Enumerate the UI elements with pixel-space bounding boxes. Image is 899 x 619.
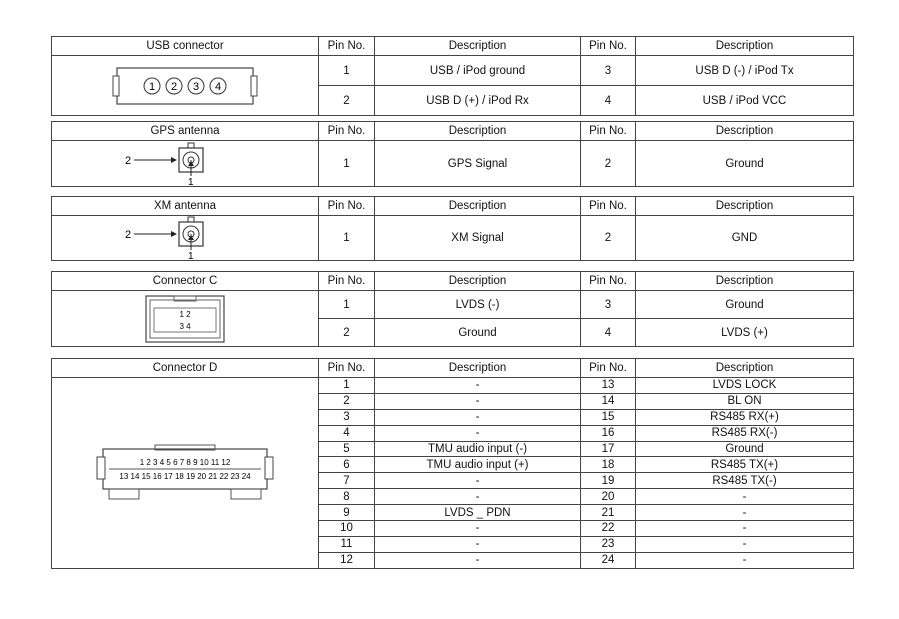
pin-number: 2 xyxy=(319,393,375,409)
description-header: Description xyxy=(375,359,581,378)
pin-description: Ground xyxy=(375,319,581,347)
pin-description: - xyxy=(636,521,854,537)
description-header: Description xyxy=(636,37,854,56)
pin-description: USB / iPod VCC xyxy=(636,86,854,116)
pin-number: 1 xyxy=(319,378,375,394)
pin-number: 17 xyxy=(581,441,636,457)
pin-description: Ground xyxy=(636,291,854,319)
pin-number: 1 xyxy=(319,216,375,261)
pin-number: 20 xyxy=(581,489,636,505)
pin-description: - xyxy=(375,521,581,537)
xm-title: XM antenna xyxy=(52,197,319,216)
usb-face-pin: 4 xyxy=(214,80,222,93)
pin-number: 16 xyxy=(581,425,636,441)
pin-number: 4 xyxy=(319,425,375,441)
pin-description: USB D (+) / iPod Rx xyxy=(375,86,581,116)
pin-description: RS485 RX(+) xyxy=(636,409,854,425)
pin-description: - xyxy=(375,489,581,505)
usb-title: USB connector xyxy=(52,37,319,56)
pin-description: - xyxy=(636,505,854,521)
gps-pin-label: 2 xyxy=(125,154,132,167)
pin-number: 3 xyxy=(581,56,636,86)
pin-number: 1 xyxy=(319,56,375,86)
xm-pin-label: 2 xyxy=(125,229,132,241)
pin-description: RS485 TX(+) xyxy=(636,457,854,473)
pin-description: - xyxy=(375,473,581,489)
gps-antenna-table xyxy=(51,121,854,187)
gps-title: GPS antenna xyxy=(52,122,319,141)
pin-number: 2 xyxy=(319,319,375,347)
usb-connector-table xyxy=(51,36,854,116)
pin-number: 1 xyxy=(319,291,375,319)
connector-c-diagram xyxy=(52,291,319,347)
pin-number: 21 xyxy=(581,505,636,521)
description-header: Description xyxy=(375,272,581,291)
description-header: Description xyxy=(375,197,581,216)
connector-c-face-bottom: 3 4 xyxy=(179,321,191,331)
xm-antenna-table xyxy=(51,196,854,261)
pin-description: LVDS (+) xyxy=(636,319,854,347)
pin-number: 2 xyxy=(581,216,636,261)
xm-antenna-diagram xyxy=(52,216,319,261)
pin-header: Pin No. xyxy=(319,197,375,216)
pin-description: - xyxy=(375,425,581,441)
usb-face-pin: 3 xyxy=(192,80,200,93)
connector-d-table xyxy=(51,358,854,569)
description-header: Description xyxy=(375,37,581,56)
pin-number: 2 xyxy=(581,141,636,187)
pin-number: 22 xyxy=(581,521,636,537)
pin-description: - xyxy=(375,378,581,394)
pin-description: - xyxy=(636,552,854,568)
pin-number: 9 xyxy=(319,505,375,521)
pin-description: TMU audio input (+) xyxy=(375,457,581,473)
pin-description: BL ON xyxy=(636,393,854,409)
pin-number: 2 xyxy=(319,86,375,116)
table-row xyxy=(52,378,854,394)
pin-description: - xyxy=(375,409,581,425)
pin-number: 24 xyxy=(581,552,636,568)
connector-d-face-top: 1 2 3 4 5 6 7 8 9 10 11 12 xyxy=(139,457,231,467)
pin-number: 18 xyxy=(581,457,636,473)
pin-description: Ground xyxy=(636,141,854,187)
pin-number: 14 xyxy=(581,393,636,409)
pin-number: 6 xyxy=(319,457,375,473)
pin-description: LVDS _ PDN xyxy=(375,505,581,521)
pin-number: 19 xyxy=(581,473,636,489)
pin-number: 1 xyxy=(319,141,375,187)
pin-description: RS485 TX(-) xyxy=(636,473,854,489)
pin-description: - xyxy=(375,393,581,409)
connector-d-title: Connector D xyxy=(52,359,319,378)
pin-description: USB / iPod ground xyxy=(375,56,581,86)
pin-description: TMU audio input (-) xyxy=(375,441,581,457)
pin-description: XM Signal xyxy=(375,216,581,261)
pin-number: 3 xyxy=(319,409,375,425)
pin-number: 11 xyxy=(319,536,375,552)
pin-number: 12 xyxy=(319,552,375,568)
pin-description: LVDS LOCK xyxy=(636,378,854,394)
xm-pin-label: 1 xyxy=(188,251,194,260)
pin-header: Pin No. xyxy=(581,37,636,56)
pin-number: 13 xyxy=(581,378,636,394)
pin-number: 7 xyxy=(319,473,375,489)
pin-description: - xyxy=(636,536,854,552)
pin-description: Ground xyxy=(636,441,854,457)
pin-header: Pin No. xyxy=(581,359,636,378)
pin-header: Pin No. xyxy=(581,272,636,291)
connector-c-title: Connector C xyxy=(52,272,319,291)
pin-header: Pin No. xyxy=(319,359,375,378)
pin-number: 4 xyxy=(581,319,636,347)
gps-pin-label: 1 xyxy=(188,176,194,186)
pin-description: - xyxy=(636,489,854,505)
pin-number: 15 xyxy=(581,409,636,425)
pin-number: 10 xyxy=(319,521,375,537)
description-header: Description xyxy=(636,122,854,141)
description-header: Description xyxy=(636,359,854,378)
pin-header: Pin No. xyxy=(581,197,636,216)
pin-header: Pin No. xyxy=(581,122,636,141)
pin-header: Pin No. xyxy=(319,122,375,141)
pin-description: - xyxy=(375,552,581,568)
pin-description: LVDS (-) xyxy=(375,291,581,319)
pin-header: Pin No. xyxy=(319,272,375,291)
pin-description: USB D (-) / iPod Tx xyxy=(636,56,854,86)
usb-face-pin: 1 xyxy=(148,80,156,93)
pin-number: 3 xyxy=(581,291,636,319)
description-header: Description xyxy=(636,197,854,216)
description-header: Description xyxy=(636,272,854,291)
connector-c-face-top: 1 2 xyxy=(179,309,191,319)
pin-description: GPS Signal xyxy=(375,141,581,187)
pin-description: GND xyxy=(636,216,854,261)
pin-number: 23 xyxy=(581,536,636,552)
pin-header: Pin No. xyxy=(319,37,375,56)
pin-number: 8 xyxy=(319,489,375,505)
pin-description: RS485 RX(-) xyxy=(636,425,854,441)
connector-d-diagram xyxy=(52,378,319,569)
pin-description: - xyxy=(375,536,581,552)
pin-number: 4 xyxy=(581,86,636,116)
connector-d-face-bottom: 13 14 15 16 17 18 19 20 21 22 23 24 xyxy=(119,471,251,481)
usb-connector-diagram xyxy=(52,56,319,116)
description-header: Description xyxy=(375,122,581,141)
usb-face-pin: 2 xyxy=(170,80,178,93)
connector-c-table xyxy=(51,271,854,347)
gps-antenna-diagram xyxy=(52,141,319,187)
pin-number: 5 xyxy=(319,441,375,457)
